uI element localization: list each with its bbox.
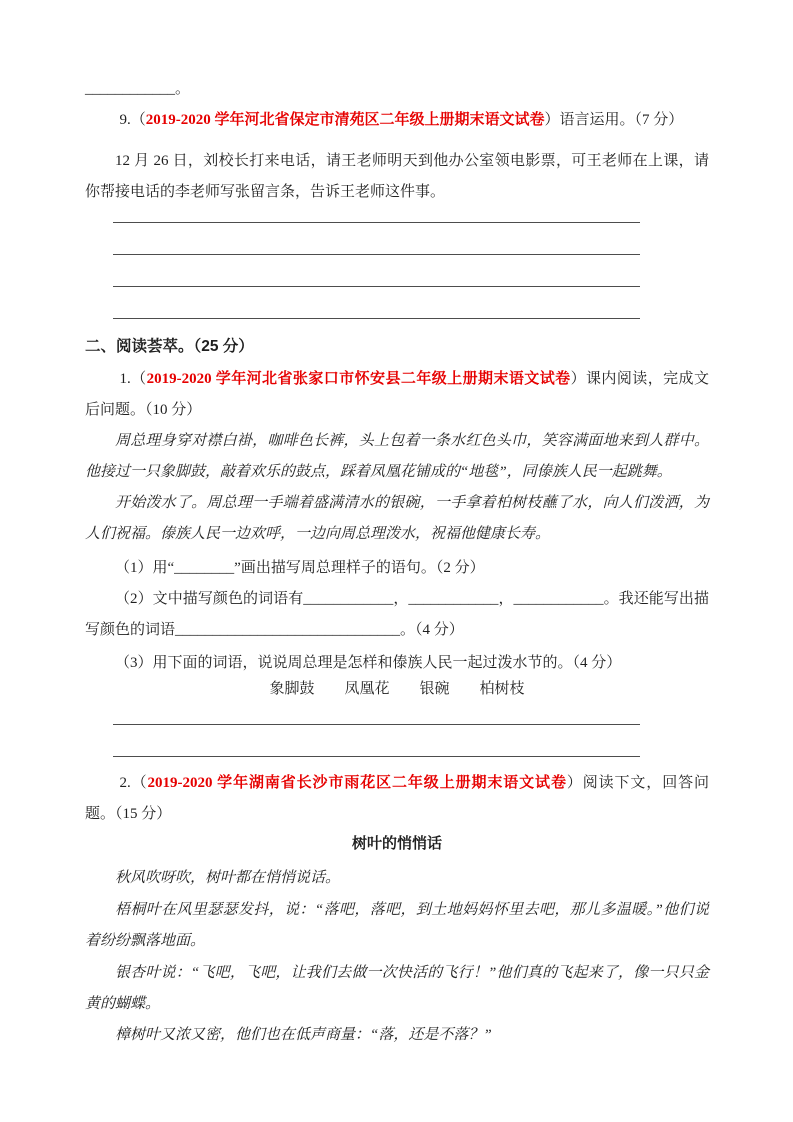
question-9-prompt: 12 月 26 日，刘校长打来电话，请王老师明天到他办公室领电影票，可王老师在上课，请你帮接电话的李老师写张留言条，告诉王老师这件事。 — [85, 153, 709, 200]
question-1-sub-1: （1）用“________”画出描写周总理样子的语句。（2 分） — [115, 560, 485, 576]
answer-line — [113, 223, 640, 255]
question-1-number: 1.（ — [119, 371, 147, 387]
word-list: 象脚鼓 凤凰花 银碗 柏树枝 — [269, 681, 525, 697]
answer-line — [113, 255, 640, 287]
reading-passage-1-paragraph-2: 开始泼水了。周总理一手端着盛满清水的银碗，一手拿着柏树枝蘸了水，向人们泼洒，为人们祝福。傣族人民一边欢呼，一边向周总理泼水，祝福他健康长寿。 — [85, 495, 709, 542]
answer-line — [113, 725, 640, 757]
reading-passage-2-paragraph-4: 樟树叶又浓又密，他们也在低声商量：“落，还是不落？” — [115, 1027, 492, 1043]
reading-passage-2-paragraph-1: 秋风吹呀吹，树叶都在悄悄说话。 — [115, 870, 341, 886]
question-9-title: ）语言运用。（7 分） — [544, 112, 684, 128]
question-2-number: 2.（ — [119, 775, 148, 791]
question-1-sub-2: （2）文中描写颜色的词语有____________，____________，____________。我还能写出描写颜色的词语______________________________。（4 分） — [85, 591, 709, 638]
reading-passage-2-title: 树叶的悄悄话 — [351, 835, 442, 852]
reading-passage-2-paragraph-2: 梧桐叶在风里瑟瑟发抖，说：“落吧，落吧，到土地妈妈怀里去吧，那儿多温暖。”他们说着纷纷飘落地面。 — [85, 902, 709, 949]
question-1-header — [85, 364, 709, 426]
question-9-source: 2019-2020 学年河北省保定市清苑区二年级上册期末语文试卷 — [145, 112, 545, 128]
question-1-sub-3: （3）用下面的词语，说说周总理是怎样和傣族人民一起过泼水节的。（4 分） — [115, 655, 622, 671]
question-2-title: ）阅读下文，回答问题。（15 分） — [85, 775, 709, 822]
question-1-source: 2019-2020 学年河北省张家口市怀安县二年级上册期末语文试卷 — [146, 371, 571, 387]
question-9-number: 9.（ — [119, 112, 146, 128]
reading-passage-2-paragraph-3: 银杏叶说：“飞吧，飞吧，让我们去做一次快活的飞行！”他们真的飞起来了，像一只只金黄的蝴蝶。 — [85, 965, 709, 1012]
section-2-header: 二、阅读荟萃。（25 分） — [85, 338, 254, 355]
answer-line — [113, 287, 640, 319]
question-9-answer-lines — [85, 191, 709, 319]
question-2-header — [85, 768, 709, 830]
question-9-header — [85, 105, 709, 136]
question-1-title: ）课内阅读，完成文后问题。（10 分） — [85, 371, 709, 418]
reading-passage-1-paragraph-1: 周总理身穿对襟白褂，咖啡色长裤，头上包着一条水红色头巾，笑容满面地来到人群中。他接过一只象脚鼓，敲着欢乐的鼓点，踩着凤凰花铺成的“地毯”，同傣族人民一起跳舞。 — [85, 433, 709, 480]
top-blank-line: ____________。 — [85, 81, 191, 97]
question-2-source: 2019-2020 学年湖南省长沙市雨花区二年级上册期末语文试卷 — [147, 775, 567, 791]
